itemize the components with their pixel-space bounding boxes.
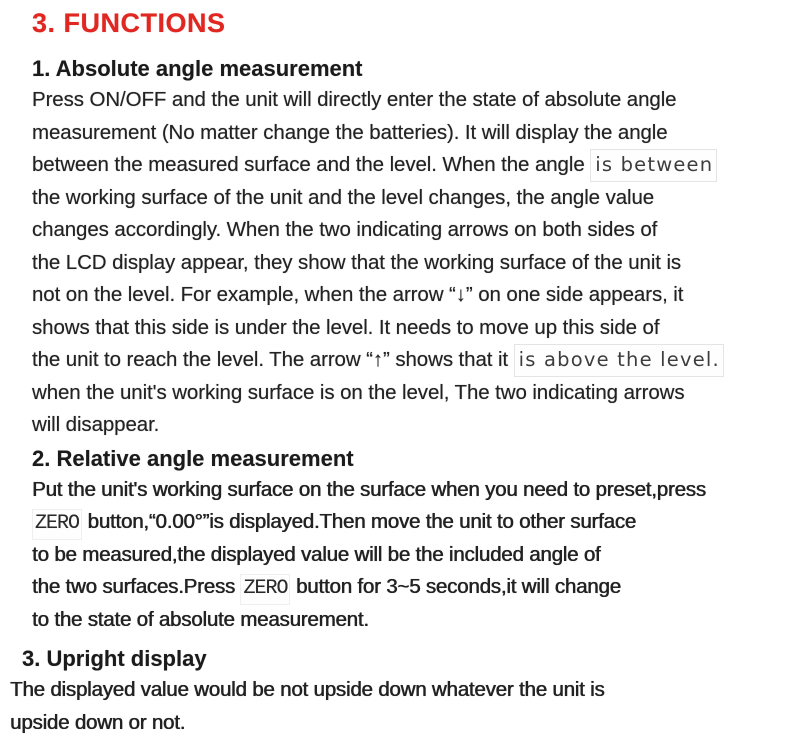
text-line [32,117,772,150]
text-segment: measurement (No matter change the batteries). It will display the angle [32,120,668,144]
section-upright-display [10,644,772,735]
text-segment: the LCD display appear, they show that the working surface of the unit is [32,250,682,274]
text-line [32,474,772,507]
text-segment: the two surfaces.Press [32,575,241,598]
text-segment: Press ON/OFF and the unit will directly enter the state of absolute angle [32,88,677,111]
text-line [32,84,772,117]
section-body-relative-angle [32,474,772,637]
patched-text-segment: is above the level. [514,344,724,377]
text-segment: the working surface of the unit and the level changes, the angle value [32,185,655,209]
text-line [32,539,772,572]
text-line [32,377,772,410]
text-segment: to be measured,the displayed value will be the included angle of [32,542,601,566]
text-line [10,707,772,735]
zero-button-label: ZERO [240,574,290,605]
text-segment: the unit to reach the level. The arrow “↑” shows that it [32,348,514,371]
text-segment: will disappear. [32,413,160,436]
text-line [32,149,772,182]
text-line [32,182,772,215]
zero-button-label: ZERO [32,509,82,540]
text-line [10,674,772,707]
section-heading-relative-angle: 2. Relative angle measurement [32,445,354,471]
text-segment: Put the unit's working surface on the surface when you need to preset,press [32,477,706,501]
text-line [32,604,772,637]
section-absolute-angle-measurement [32,54,772,442]
text-segment: upside down or not. [10,710,186,734]
text-segment: button,“0.00°”is displayed.Then move the unit to other surface [82,510,636,533]
section-body-absolute-angle [32,84,772,442]
text-segment: between the measured surface and the level. When the angle [32,153,591,176]
text-line [32,571,772,604]
section-heading-upright-display: 3. Upright display [22,646,207,671]
patched-text-segment: is between [590,149,717,182]
text-line [32,344,772,377]
text-line [32,214,772,247]
section-body-upright-display [10,674,772,735]
text-segment: shows that this side is under the level. It needs to move up this side of [32,315,660,339]
section-relative-angle-measurement [32,444,772,637]
text-line [32,409,772,442]
text-line [32,506,772,539]
text-line [32,279,772,312]
text-line [32,247,772,280]
text-segment: to the state of absolute measurement. [32,607,369,631]
text-segment: when the unit's working surface is on the level, The two indicating arrows [32,380,685,404]
section-heading-absolute-angle: 1. Absolute angle measurement [32,56,363,81]
text-line [32,312,772,345]
text-segment: button for 3~5 seconds,it will change [290,575,621,598]
text-segment: The displayed value would be not upside down whatever the unit is [10,678,605,701]
text-segment: changes accordingly. When the two indicating arrows on both sides of [32,218,658,241]
page-title: 3. FUNCTIONS [32,8,226,38]
text-segment: not on the level. For example, when the arrow “↓” on one side appears, it [32,283,684,306]
